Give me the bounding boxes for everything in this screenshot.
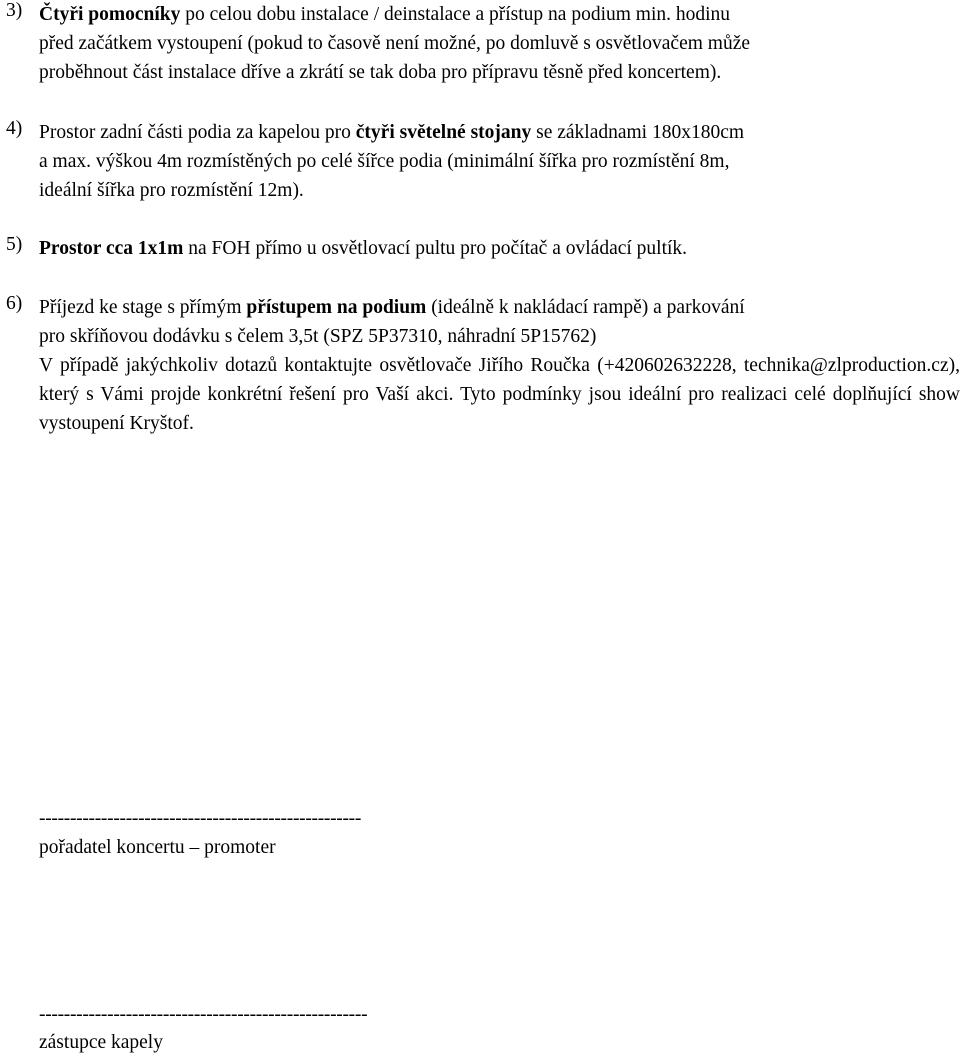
- item-number: 4): [6, 118, 23, 139]
- text-segment: na FOH přímo u osvětlovací pultu pro počítač a ovládací pultík.: [183, 238, 688, 259]
- item-text: [39, 0, 960, 87]
- text-line: [39, 234, 960, 263]
- text-segment: Příjezd ke stage s přímým: [39, 297, 247, 318]
- text-segment: proběhnout část instalace dříve a zkrátí se tak doba pro přípravu těsně před koncertem).: [39, 62, 722, 83]
- text-line: [39, 147, 960, 176]
- text-segment: Prostor zadní části podia za kapelou pro: [39, 122, 356, 143]
- item-text: [39, 118, 960, 205]
- signature-line-promoter: ----------------------------------------------------: [39, 808, 362, 829]
- item-number: 3): [6, 0, 23, 21]
- text-line: [39, 118, 960, 147]
- text-line: [39, 322, 960, 351]
- list-item-3: [0, 0, 960, 87]
- item-text: [39, 293, 960, 351]
- item-text: [39, 234, 960, 263]
- signature-line-band: -----------------------------------------------------: [39, 1004, 368, 1025]
- signature-label-promoter: pořadatel koncertu – promoter: [39, 837, 276, 858]
- list-item-6: [0, 293, 960, 438]
- text-segment: (ideálně k nakládací rampě) a parkování: [426, 297, 745, 318]
- item-number: 5): [6, 234, 23, 255]
- item-number: 6): [6, 293, 23, 314]
- text-segment: a max. výškou 4m rozmístěných po celé šířce podia (minimální šířka pro rozmístění 8m,: [39, 151, 730, 172]
- signature-label-band: zástupce kapely: [39, 1032, 163, 1053]
- text-line: [39, 29, 960, 58]
- text-segment: se základnami 180x180cm: [531, 122, 745, 143]
- bold-text: čtyři světelné stojany: [355, 122, 532, 143]
- text-line: [39, 58, 960, 87]
- list-item-5: [0, 234, 960, 263]
- text-line: [39, 293, 960, 322]
- bold-text: Prostor cca 1x1m: [39, 238, 184, 259]
- text-segment: před začátkem vystoupení (pokud to časově není možné, po domluvě s osvětlovačem může: [39, 33, 750, 54]
- text-segment: po celou dobu instalace / deinstalace a přístup na podium min. hodinu: [180, 4, 731, 25]
- text-line: [39, 176, 960, 205]
- text-segment: ideální šířka pro rozmístění 12m).: [39, 180, 304, 201]
- contact-paragraph: V případě jakýchkoliv dotazů kontaktujte osvětlovače Jiřího Roučka (+420602632228, technika@zlproduction.cz), který s Vámi projde konkrétní řešení pro Vaší akci. Tyto podmínky jsou ideální pro realizaci celé doplňující show vystoupení Kryštof.: [39, 355, 960, 434]
- text-line: [39, 0, 960, 29]
- bold-text: Čtyři pomocníky: [39, 4, 181, 25]
- text-segment: pro skříňovou dodávku s čelem 3,5t (SPZ 5P37310, náhradní 5P15762): [39, 326, 597, 347]
- bold-text: přístupem na podium: [246, 297, 427, 318]
- list-item-4: [0, 118, 960, 205]
